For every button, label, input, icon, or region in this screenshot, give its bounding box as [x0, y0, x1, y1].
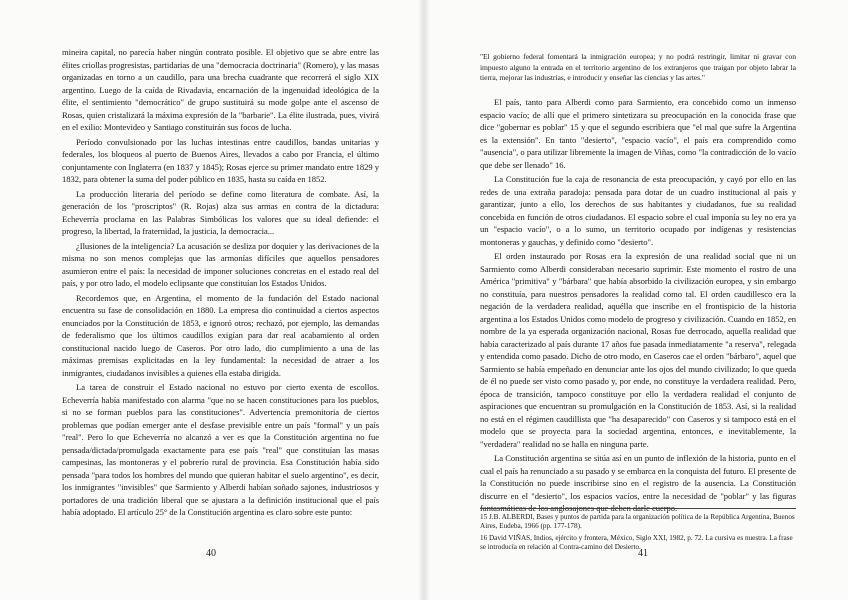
left-paragraph-1: mineira capital, no parecía haber ningún contrato posible. El objetivo que se abre entre las élites criollas progresistas, partidarias de una "democracia doctrinaria" (Romero), y las masas organizadas en torno a un caudillo, para una brecha cuadrante que recorrerá el siglo XIX argentino. Luego de la caída de Rivadavia, encarnación de la ingenuidad ideológica de la élite, el sentimiento "democrático" de grupo sustituirá su mode golpe ante el ascenso de Rosas, quien cristalizará la máxima expresión de la "barbarie". La élite ilustrada, pues, vivirá en el exilio: Montevideo y Santiago constituirán sus focos de lucha. — [62, 47, 379, 132]
right-page-body — [480, 96, 796, 517]
left-page-body — [62, 46, 379, 521]
left-paragraph-3: La producción literaria del período se define como literatura de combate. Así, la generación de los "proscriptos" (R. Rojas) alza sus armas en contra de la dictadura: Echeverría proclama en las Palabras Simbólicas los valores que su ideal defiende: el progreso, la libertad, la fraternidad, la justicia, la democracia... — [62, 188, 379, 236]
left-paragraph-5: Recordemos que, en Argentina, el momento de la fundación del Estado nacional encuentra su fase de consolidación en 1880. La empresa dio continuidad a ciertos aspectos enunciados por la Constitución de 1853, e ignoró otros; rechazó, por ejemplo, las demandas de federalismo que los últimos caudillos exigían para dar real acabamiento al orden constitucional nacido luego de Caseros. Por otro lado, dio cumplimiento a una de las máximas premisas explicitadas en la ley fundamental: la necesidad de atraer a los inmigrantes, ciudadanos invisibles a quienes ella estaba dirigida. — [62, 292, 379, 378]
constitution-quote — [480, 52, 796, 86]
right-paragraph-4: La Constitución argentina se sitúa así en un punto de inflexión de la historia, punto en el cual el país ha renunciado a su pasado y se embarca en la conquista del futuro. El presente de la Constitución no puede inscribirse sino en el registro de la ausencia. La Constitución discurre en el "desierto", los espacios vacíos, entre la necesidad de "poblar" y las figuras fantasmáticas de los anglosajones que deben darle cuerpo. — [480, 453, 796, 513]
left-page-number: 40 — [206, 548, 216, 559]
footnote-15: 15 J.B. ALBERDI, Bases y puntos de partida para la organización política de la República Argentina, Buenos Aires, Eudeba, 1966 (pp. 177-178). — [480, 513, 795, 531]
left-paragraph-6: La tarea de construir el Estado nacional no estuvo por cierto exenta de escollos. Echeverría había manifestado con alarma "que no se hacen constituciones para los pueblos, si no se forman pueblos para las constituciones". Advertencia premonitoria de ciertos problemas que podían emerger ante el desfase previsible entre un país "formal" y un país "real". Pero lo que Echeverría no alcanzó a ver es que la Constitución argentina no fue pensada/dictada/promulgada exactamente para ese país "real" que constituían las masas campesinas, las montoneras y el pobrerío rural de provincia. Esa Constitución había sido pensada "para todos los hombres del mundo que quieran habitar el suelo argentino", es decir, los inmigrantes "invisibles" que Sarmiento y Alberdi habían soñado sajones, industriosos y portadores de una tradición liberal que se ajustara a la definición institucional que el país había adoptado. El artículo 25° de la Constitución argentina es claro sobre este punto: — [62, 382, 379, 517]
right-paragraph-3: El orden instaurado por Rosas era la expresión de una realidad social que ni un Sarmiento como Alberdi consideraban necesario suprimir. Este momento el rostro de una América "primitiva" y "bárbara" que había absorbido la civilización europea, y sin embargo no constituía, para nuestros pensadores la realidad como tal. El orden caudillesco era la negación de la verdadera realidad, aquélla que inscribe en el frontispicio de la historia argentina a los Estados Unidos como modelo de progreso y civilización. Cuando en 1852, en nombre de la ya esperada organización nacional, Rosas fue derrocado, aquella realidad que había caracterizado al país durante 17 años fue pasada inmediatamente "a reserva", relegada y entendida como pasado. Dicho de otro modo, en Caseros cae el orden "bárbaro", aquel que Sarmiento se había empeñado en denunciar ante los ojos del mundo civilizado; lo que queda de él no puede ser visto como pasado y, por ende, no constituye la verdadera realidad. Pero, época de transición, tampoco constituye por ello la verdadera realidad el conjunto de aspiraciones que encuentran su promulgación en la Constitución de 1853. Así, si la realidad no está en el régimen caudillista que "ha desaparecido" con Caseros y si tampoco está en el modelo que se proyecta para la sociedad argentina, entonces, e inevitablemente, la "verdadera" realidad no se halla en ninguna parte. — [480, 251, 796, 449]
right-page — [424, 0, 848, 600]
right-page-number: 41 — [638, 548, 648, 559]
left-paragraph-2: Período convulsionado por las luchas intestinas entre caudillos, bandas unitarias y federales, los bloqueos al puerto de Buenos Aires, llevados a cabo por Francia, el último conjuntamente con Inglaterra (en 1837 y 1845); Rosas ejerce su primer mandato entre 1829 y 1832, para obtener la suma del poder público en 1835, hasta su caída en 1852. — [62, 136, 379, 184]
right-paragraph-2: La Constitución fue la caja de resonancia de esta preocupación, y cayó por ello en las redes de una extraña paradoja: pensada para dotar de un cuadro institucional al país y garantizar, junto a ello, los derechos de sus habitantes y ciudadanos, fue su realidad concebida en función de otros ciudadanos. El espacio sobre el cual imponía su ley no era ya un "espacio vacío", o a lo sumo, un territorio ocupado por indígenas y resistencias montoneras y gauchas, y definido como "desierto". — [480, 174, 796, 247]
right-paragraph-1: El país, tanto para Alberdi como para Sarmiento, era concebido como un inmenso espacio vacío; de allí que el primero sintetizara su preocupación en la conocida frase que dice "gobernar es poblar" 15 y que el segundo escribiera que "el mal que sufre la Argentina es la extensión". En tanto "desierto", "espacio vacío", el país era comprendido como "ausencia", o para utilizar libremente la imagen de Viñas, como "la contradicción de lo vacío que debe ser llenado" 16. — [480, 97, 796, 170]
quote-text: "El gobierno federal fomentará la inmigración europea; y no podrá restringir, limitar ni gravar con impuesto alguno la entrada en el territorio argentino de los extranjeros que traigan por objeto labrar la tierra, mejorar las industrias, e introducir y enseñar las ciencias y las artes." — [480, 52, 796, 82]
footnote-16: 16 David VIÑAS, Indios, ejército y frontera, México, Siglo XXI, 1982, p. 72. La cursiva es nuestra. La frase se introducía en relación al Contra-camino del Desierto. — [480, 533, 793, 552]
left-paragraph-4: ¿Ilusiones de la inteligencia? La acusación se desliza por doquier y las derivaciones de la misma no son menos complejas que las armonías difíciles que aquellos pensadores asumieron entre el país: la necesidad de imponer soluciones concretas en el estado real del país, y por otro lado, el modelo eclipsante que constituían los Estados Unidos. — [62, 240, 379, 288]
